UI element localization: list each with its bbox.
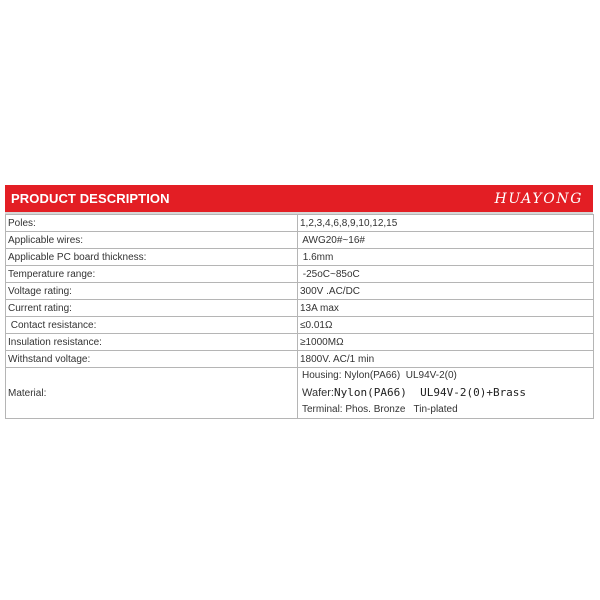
- spec-label: Applicable wires:: [6, 232, 298, 249]
- spec-row-contact-resistance: [6, 317, 594, 334]
- material-wafer-prefix: Wafer:: [302, 387, 334, 399]
- spec-label: Voltage rating:: [6, 283, 298, 300]
- spec-label: Material:: [6, 368, 298, 419]
- spec-value: 1,2,3,4,6,8,9,10,12,15: [298, 215, 594, 232]
- spec-label: Contact resistance:: [6, 317, 298, 334]
- spec-row-poles: [6, 215, 594, 232]
- spec-label: Poles:: [6, 215, 298, 232]
- spec-label: Temperature range:: [6, 266, 298, 283]
- material-terminal: Terminal: Phos. Bronze Tin-plated: [302, 404, 458, 415]
- spec-value: ≤0.01Ω: [298, 317, 594, 334]
- header-bar: [5, 185, 593, 212]
- material-values: [298, 368, 594, 419]
- section-title: PRODUCT DESCRIPTION: [11, 191, 170, 206]
- spec-value: 1800V. AC/1 min: [298, 351, 594, 368]
- spec-row-insulation-resistance: [6, 334, 594, 351]
- spec-value: 13A max: [298, 300, 594, 317]
- spec-value: -25oC~85oC: [298, 266, 594, 283]
- spec-label: Withstand voltage:: [6, 351, 298, 368]
- spec-row-current-rating: [6, 300, 594, 317]
- spec-value: ≥1000MΩ: [298, 334, 594, 351]
- material-wafer-value: Nylon(PA66) UL94V-2(0)+Brass: [334, 386, 527, 399]
- spec-row-withstand-voltage: [6, 351, 594, 368]
- spec-value: 1.6mm: [298, 249, 594, 266]
- spec-row-voltage-rating: [6, 283, 594, 300]
- material-housing: Housing: Nylon(PA66) UL94V-2(0): [302, 370, 457, 381]
- spec-row-applicable-wires: [6, 232, 594, 249]
- spec-table: [5, 214, 594, 419]
- brand-logo: HUAYONG: [494, 190, 583, 207]
- spec-label: Current rating:: [6, 300, 298, 317]
- product-spec-card: [5, 185, 593, 419]
- spec-label: Applicable PC board thickness:: [6, 249, 298, 266]
- spec-row-pc-board-thickness: [6, 249, 594, 266]
- spec-value: AWG20#~16#: [298, 232, 594, 249]
- spec-row-material: [6, 368, 594, 419]
- spec-value: 300V .AC/DC: [298, 283, 594, 300]
- spec-label: Insulation resistance:: [6, 334, 298, 351]
- spec-row-temperature-range: [6, 266, 594, 283]
- material-wafer: [300, 384, 591, 402]
